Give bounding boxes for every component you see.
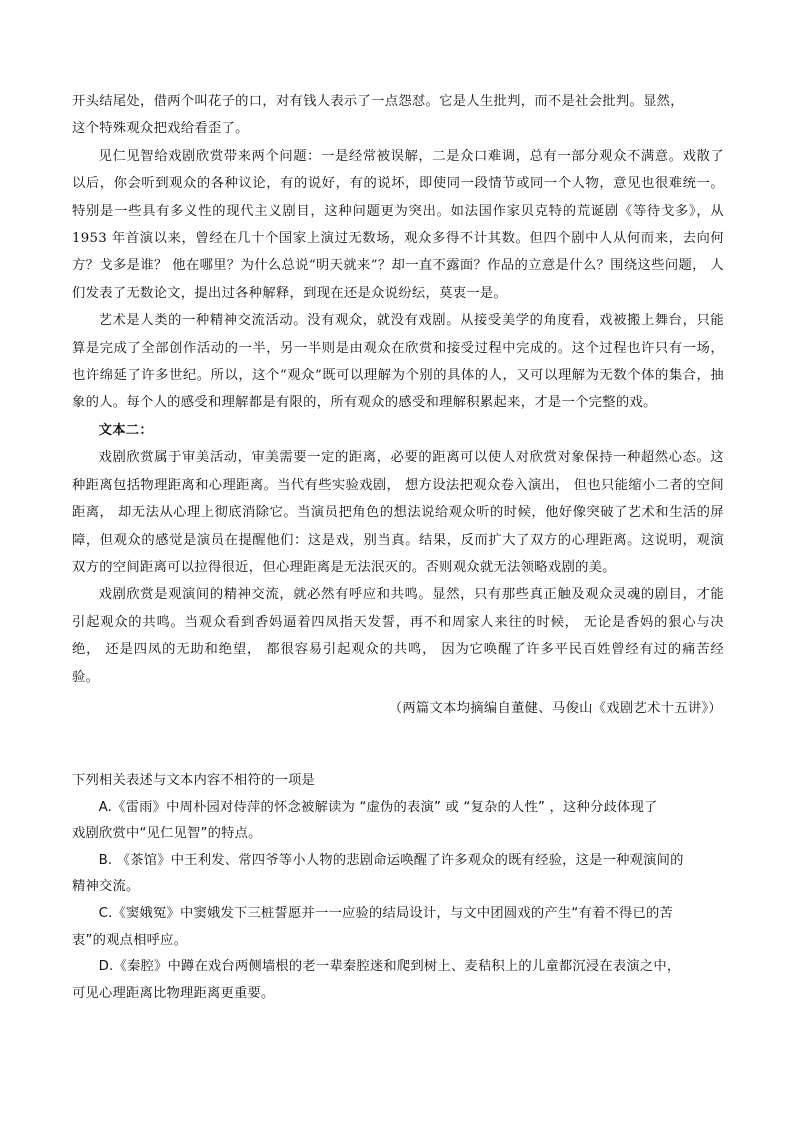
passage-paragraph-1-line-2: 这个特殊观众把戏给看歪了。 xyxy=(72,121,249,137)
passage-paragraph-1-line-1: 开头结尾处，借两个叫花子的口，对有钱人表示了一点怨怼。它是人生批判，而不是社会批判。显然， xyxy=(72,94,684,109)
option-a-line-1: A.《雷雨》中周朴园对侍萍的怀念被解读为 “虚伪的表演” 或 “复杂的人性” ，这种分歧体现了 xyxy=(98,799,658,815)
option-d-continuation: 可见心理距离比物理距离更重要。 xyxy=(72,985,275,1001)
passage-paragraph-5: 戏剧欣赏是观演间的精神交流，就必然有呼应和共鸣。显然，只有那些真正触及观众灵魂的剧目，才能引起观众的共鸣。当观众看到香妈逼着四凤指天发誓，再不和周家人来往的时候， 无论是香妈的狠心与决绝， 还是四凤的无助和绝望， 都很容易引起观众的共鸣， 因为它唤醒了许多平民百姓曾经有过的痛苦经验。 xyxy=(72,587,724,685)
multiple-choice-question xyxy=(72,768,728,1007)
reading-passage xyxy=(72,88,724,722)
option-d-line-1: D.《秦腔》中蹲在戏台两侧墙根的老一辈秦腔迷和爬到树上、麦秸积上的儿童都沉浸在表演之中， xyxy=(98,959,681,975)
option-a xyxy=(72,795,728,822)
passage-paragraph-2: 见仁见智给戏剧欣赏带来两个问题：一是经常被误解，二是众口难调，总有一部分观众不满意。戏散了以后，你会听到观众的各种议论，有的说好，有的说坏，即使同一段情节或同一个人物，意见也很难统一。特别是一些具有多义性的现代主义剧目，这种问题更为突出。如法国作家贝克特的荒诞剧《等待戈多》，从 1953 年首演以来，曾经在几十个国家上演过无数场，观众多得不计其数。但四个剧中人从何而来，去向何方？戈多是谁？ 他在哪里？为什么总说“明天就来”？却一直不露面？作品的立意是什么？围绕这些问题， 人们发表了无数论文，提出过各种解释，到现在还是众说纷纭，莫衷一是。 xyxy=(72,148,724,301)
passage-paragraph-3: 艺术是人类的一种精神交流活动。没有观众，就没有戏剧。从接受美学的角度看，戏被搬上舞台，只能算是完成了全部创作活动的一半，另一半则是由观众在欣赏和接受过程中完成的。这个过程也许只有一场，也许绵延了许多世纪。所以，这个“观众”既可以理解为个别的具体的人，又可以理解为无数个体的集合，抽象的人。每个人的感受和理解都是有限的，所有观众的感受和理解积累起来，才是一个完整的戏。 xyxy=(72,313,724,411)
question-stem: 下列相关表述与文本内容不相符的一项是 xyxy=(72,773,315,788)
option-b-line-1: B. 《茶馆》中王利发、常四爷等小人物的悲剧命运唤醒了许多观众的既有经验，这是一种观演间的 xyxy=(98,852,684,868)
option-b xyxy=(72,848,728,875)
text-two-heading: 文本二： xyxy=(98,422,153,438)
passage-source-citation: （两篇文本均摘编自董健、马俊山《戏剧艺术十五讲》） xyxy=(388,700,722,716)
passage-paragraph-1 xyxy=(72,88,724,143)
option-c-continuation: 衷”的观点相呼应。 xyxy=(72,932,188,948)
passage-paragraph-4: 戏剧欣赏属于审美活动，审美需要一定的距离，必要的距离可以使人对欣赏对象保持一种超然心态。这种距离包括物理距离和心理距离。当代有些实验戏剧， 想方设法把观众卷入演出， 但也只能缩小二者的空间距离， 却无法从心理上彻底消除它。当演员把角色的想法说给观众听的时候，他好像突破了艺术和生活的屏障，但观众的感觉是演员在提醒他们：这是戏，别当真。结果，反而扩大了双方的心理距离。这说明，观演双方的空间距离可以拉得很近，但心理距离是无法泯灭的。否则观众就无法领略戏剧的美。 xyxy=(72,450,724,575)
option-c-line-1: C.《窦娥冤》中窦娥发下三桩誓愿并一一应验的结局设计，与文中团圆戏的产生“有着不得已的苦 xyxy=(98,905,673,921)
option-c xyxy=(72,901,728,928)
option-b-continuation: 精神交流。 xyxy=(72,879,140,895)
option-d xyxy=(72,954,728,981)
option-a-continuation: 戏剧欣赏中“见仁见智”的特点。 xyxy=(72,826,262,842)
